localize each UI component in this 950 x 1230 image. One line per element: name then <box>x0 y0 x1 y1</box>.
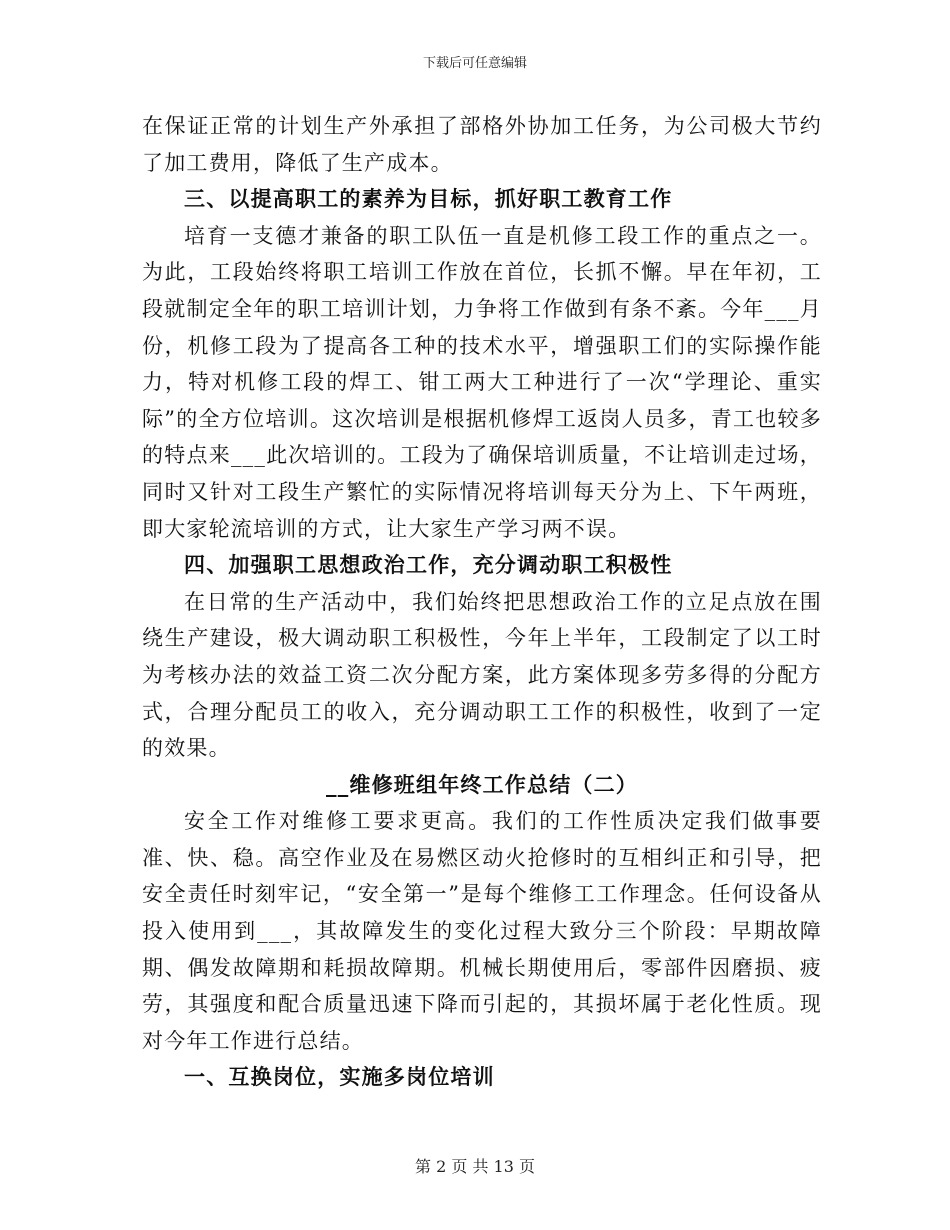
section-heading-3: 三、以提高职工的素养为目标，抓好职工教育工作 <box>184 186 673 212</box>
paragraph-continued: 在保证正常的计划生产外承担了部格外协加工任务，为公司极大节约了加工费用，降低了生产成本。 <box>142 114 822 175</box>
section-heading-1: 一、互换岗位，实施多岗位培训 <box>184 1064 495 1090</box>
page-header: 下载后可任意编辑 <box>422 56 527 71</box>
page-footer: 第 2 页 共 13 页 <box>415 1157 535 1176</box>
paragraph-training: 培育一支德才兼备的职工队伍一直是机修工段工作的重点之一。为此，工段始终将职工培训工作放在首位，长抓不懈。早在年初，工段就制定全年的职工培训计划，力争将工作做到有条不紊。今年___月份，机修工段为了提高各工种的技术水平，增强职工们的实际操作能力，特对机修工段的焊工、钳工两大工种进行了一次“学理论、重实际”的全方位培训。这次培训是根据机修焊工返岗人员多，青工也较多的特点来___此次培训的。工段为了确保培训质量，不让培训走过场，同时又针对工段生产繁忙的实际情况将培训每天分为上、下午两班，即大家轮流培训的方式，让大家生产学习两不误。 <box>142 223 822 541</box>
section-heading-4: 四、加强职工思想政治工作，充分调动职工积极性 <box>184 552 673 578</box>
paragraph-political-work: 在日常的生产活动中，我们始终把思想政治工作的立足点放在围绕生产建设，极大调动职工积极性，今年上半年，工段制定了以工时为考核办法的效益工资二次分配方案，此方案体现多劳多得的分配方式，合理分配员工的收入，充分调动职工工作的积极性，收到了一定的效果。 <box>142 589 822 761</box>
document-title-part-2: __维修班组年终工作总结（二） <box>326 771 638 797</box>
paragraph-safety: 安全工作对维修工要求更高。我们的工作性质决定我们做事要准、快、稳。高空作业及在易燃区动火抢修时的互相纠正和引导，把安全责任时刻牢记，“安全第一”是每个维修工工作理念。任何设备从投入使用到___，其故障发生的变化过程大致分三个阶段：早期故障期、偶发故障期和耗损故障期。机械长期使用后，零部件因磨损、疲劳，其强度和配合质量迅速下降而引起的，其损坏属于老化性质。现对今年工作进行总结。 <box>142 809 822 1053</box>
document-body <box>142 108 822 1096</box>
